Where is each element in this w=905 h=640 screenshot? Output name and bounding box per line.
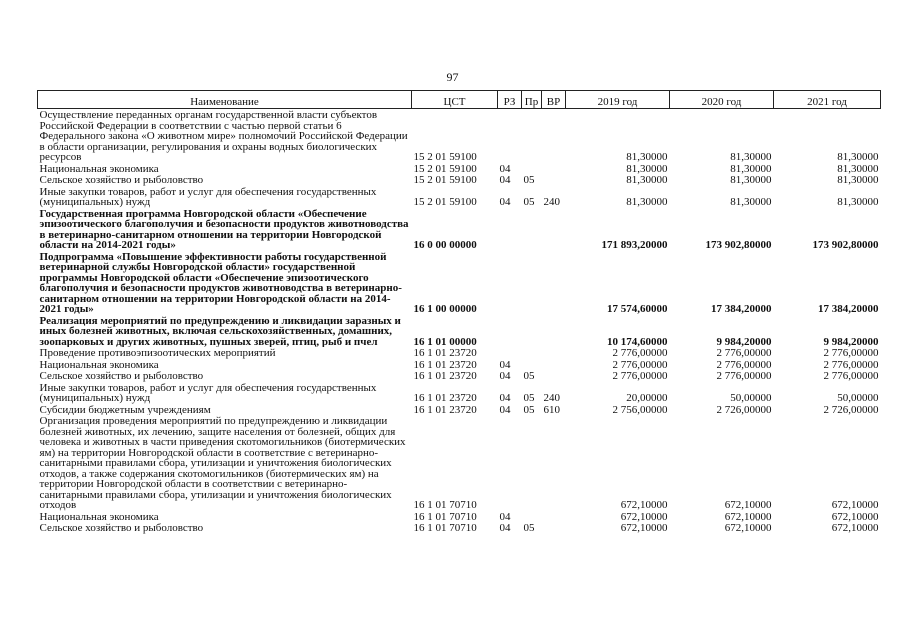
row-rz: [498, 415, 522, 511]
row-vr: [542, 359, 566, 371]
row-value-2021: 672,10000: [831, 510, 879, 522]
row-vr: [542, 174, 566, 186]
row-value-2021: 2 776,00000: [823, 370, 879, 382]
table-row: [38, 511, 881, 523]
row-value-2021: 672,10000: [831, 522, 879, 534]
row-name: Национальная экономика: [39, 358, 159, 370]
row-name: Субсидии бюджетным учреждениям: [39, 403, 211, 415]
row-value-2021: 81,30000: [837, 196, 879, 208]
row-vr: 240: [543, 196, 560, 208]
row-vr: [542, 511, 566, 523]
row-pr: [522, 109, 542, 163]
row-pr: [522, 347, 542, 359]
table-row: [38, 174, 881, 186]
row-value-2021: 672,10000: [831, 499, 879, 511]
table-row: [38, 163, 881, 175]
row-vr: [542, 109, 566, 163]
table-row: [38, 370, 881, 382]
header-2021: 2021 год: [774, 91, 881, 109]
row-vr: 240: [543, 392, 560, 404]
row-pr: 05: [523, 370, 535, 382]
row-value-2020: 2 776,00000: [716, 358, 772, 370]
row-rz: [498, 208, 522, 251]
row-name: Реализация мероприятий по предупреждению и ликвидации заразных и иных болезней животных, включая сельскохозяйственных, домашних, зоопарковых и других животных, пушных зверей, птиц, рыб и пчел: [39, 314, 401, 347]
row-pr: 05: [523, 392, 535, 404]
table-body: [38, 109, 881, 534]
row-vr: [542, 370, 566, 382]
row-name: Проведение противоэпизоотических мероприятий: [39, 347, 276, 359]
header-2019: 2019 год: [566, 91, 670, 109]
row-value-2019: 17 574,60000: [607, 303, 668, 315]
row-pr: [522, 511, 542, 523]
row-value-2019: 2 776,00000: [612, 347, 668, 359]
table-row: [38, 109, 881, 163]
row-code: 16 1 01 23720: [413, 370, 477, 382]
row-rz: 04: [499, 196, 511, 208]
header-2020: 2020 год: [670, 91, 774, 109]
row-pr: 05: [523, 196, 535, 208]
row-pr: 05: [523, 174, 535, 186]
row-pr: 05: [523, 403, 535, 415]
row-pr: 05: [523, 522, 535, 534]
table-header: [38, 91, 881, 109]
row-value-2020: 173 902,80000: [705, 239, 772, 251]
row-code: 16 1 01 00000: [413, 335, 477, 347]
row-name: Иные закупки товаров, работ и услуг для обеспечения государственных (муниципальных) нужд: [39, 185, 377, 208]
row-value-2020: 81,30000: [730, 151, 772, 163]
row-pr: [522, 251, 542, 315]
row-value-2021: 2 776,00000: [823, 358, 879, 370]
row-value-2020: 17 384,20000: [711, 303, 772, 315]
row-vr: [542, 315, 566, 348]
row-rz: [498, 315, 522, 348]
header-rz: РЗ: [498, 91, 522, 109]
row-rz: [498, 347, 522, 359]
table-row: [38, 186, 881, 208]
row-rz: 04: [499, 370, 511, 382]
row-value-2021: 9 984,20000: [823, 335, 879, 347]
row-name: Сельское хозяйство и рыболовство: [39, 370, 204, 382]
row-vr: [542, 522, 566, 534]
row-rz: 04: [499, 358, 511, 370]
row-name: Подпрограмма «Повышение эффективности работы государственной ветеринарной службы Новгородской области» государственной программы Новгородской области «Обеспечение эпизоотического благополучия и безопасности продуктов животноводства в ветеринарно-санитарном отношении на территории Новгородской области на 2014-2021 годы»: [39, 250, 402, 315]
row-value-2019: 20,00000: [626, 392, 668, 404]
row-rz: 04: [499, 174, 511, 186]
row-pr: [522, 359, 542, 371]
row-value-2021: 81,30000: [837, 151, 879, 163]
row-value-2019: 2 756,00000: [612, 403, 668, 415]
row-value-2019: 672,10000: [620, 510, 668, 522]
row-pr: [522, 163, 542, 175]
table-row: [38, 359, 881, 371]
table-row: [38, 315, 881, 348]
table-row: [38, 522, 881, 534]
row-value-2021: 17 384,20000: [818, 303, 879, 315]
row-code: 16 1 01 23720: [413, 392, 477, 404]
row-value-2020: 81,30000: [730, 196, 772, 208]
row-code: 16 1 01 70710: [413, 510, 477, 522]
row-value-2021: 2 726,00000: [823, 403, 879, 415]
row-code: 16 0 00 00000: [413, 239, 477, 251]
header-vr: ВР: [542, 91, 566, 109]
row-code: 16 1 01 70710: [413, 499, 477, 511]
row-rz: 04: [499, 403, 511, 415]
row-value-2019: 672,10000: [620, 499, 668, 511]
header-code: ЦСТ: [412, 91, 498, 109]
row-vr: [542, 208, 566, 251]
row-code: 15 2 01 59100: [413, 174, 477, 186]
row-code: 16 1 00 00000: [413, 303, 477, 315]
row-value-2020: 2 776,00000: [716, 347, 772, 359]
row-value-2020: 672,10000: [724, 522, 772, 534]
row-value-2020: 81,30000: [730, 162, 772, 174]
row-name: Осуществление переданных органам государственной власти субъектов Российской Федерации в соответствии с частью первой статьи 6 Федерального закона «О животном мире» полномочий Российской Федерации в области организации, регулирования и охраны водных биологических ресурсов: [39, 109, 408, 163]
header-name: Наименование: [38, 91, 412, 109]
row-value-2019: 81,30000: [626, 196, 668, 208]
budget-table: [37, 90, 881, 534]
row-name: Иные закупки товаров, работ и услуг для обеспечения государственных (муниципальных) нужд: [39, 381, 377, 404]
row-code: 15 2 01 59100: [413, 151, 477, 163]
row-value-2020: 672,10000: [724, 510, 772, 522]
row-value-2020: 2 776,00000: [716, 370, 772, 382]
table-row: [38, 208, 881, 251]
row-code: 16 1 01 70710: [413, 522, 477, 534]
row-value-2019: 2 776,00000: [612, 370, 668, 382]
row-value-2021: 173 902,80000: [812, 239, 879, 251]
row-value-2020: 2 726,00000: [716, 403, 772, 415]
row-vr: [542, 347, 566, 359]
row-value-2019: 81,30000: [626, 151, 668, 163]
row-value-2019: 10 174,60000: [607, 335, 668, 347]
row-value-2019: 171 893,20000: [601, 239, 668, 251]
row-value-2020: 50,00000: [730, 392, 772, 404]
row-value-2019: 2 776,00000: [612, 358, 668, 370]
row-code: 16 1 01 23720: [413, 403, 477, 415]
table-row: [38, 347, 881, 359]
row-pr: [522, 415, 542, 511]
row-value-2019: 81,30000: [626, 174, 668, 186]
row-pr: [522, 208, 542, 251]
page-number: 97: [446, 70, 459, 84]
table-row: [38, 251, 881, 315]
row-value-2020: 672,10000: [724, 499, 772, 511]
row-rz: 04: [499, 522, 511, 534]
row-vr: [542, 251, 566, 315]
row-value-2019: 81,30000: [626, 162, 668, 174]
row-name: Государственная программа Новгородской области «Обеспечение эпизоотического благополучия и безопасности продуктов животноводства в ветеринарно-санитарном отношении на территории Новгородской области на 2014-2021 годы»: [39, 207, 409, 251]
row-value-2021: 50,00000: [837, 392, 879, 404]
row-vr: [542, 163, 566, 175]
row-rz: [498, 251, 522, 315]
row-rz: 04: [499, 392, 511, 404]
row-name: Сельское хозяйство и рыболовство: [39, 174, 204, 186]
table-row: [38, 382, 881, 404]
row-pr: [522, 315, 542, 348]
row-code: 16 1 01 23720: [413, 358, 477, 370]
row-name: Сельское хозяйство и рыболовство: [39, 522, 204, 534]
row-value-2019: 672,10000: [620, 522, 668, 534]
row-name: Национальная экономика: [39, 510, 159, 522]
row-rz: 04: [499, 162, 511, 174]
row-value-2020: 9 984,20000: [716, 335, 772, 347]
row-value-2021: 81,30000: [837, 162, 879, 174]
table-row: [38, 404, 881, 416]
row-code: 15 2 01 59100: [413, 196, 477, 208]
row-rz: [498, 109, 522, 163]
row-rz: 04: [499, 510, 511, 522]
row-vr: [542, 415, 566, 511]
row-value-2021: 81,30000: [837, 174, 879, 186]
row-name: Национальная экономика: [39, 162, 159, 174]
row-value-2020: 81,30000: [730, 174, 772, 186]
header-pr: Пр: [522, 91, 542, 109]
table-row: [38, 415, 881, 511]
row-code: 16 1 01 23720: [413, 347, 477, 359]
row-name: Организация проведения мероприятий по предупреждению и ликвидации болезней животных, их лечению, защите населения от болезней, общих для человека и животных в части приведения скотомогильников (биотермических ям) на территории Новгородской области в соответствие с ветеринарно-санитарными правилами сбора, утилизации и уничтожения биологических отходов, а также содержания скотомогильников (биотермических ям) на территории Новгородской области в соответствии с ветеринарно-санитарными правилами сбора, утилизации и уничтожения биологических отходов: [39, 415, 406, 511]
row-vr: 610: [543, 403, 560, 415]
row-value-2021: 2 776,00000: [823, 347, 879, 359]
row-code: 15 2 01 59100: [413, 162, 477, 174]
